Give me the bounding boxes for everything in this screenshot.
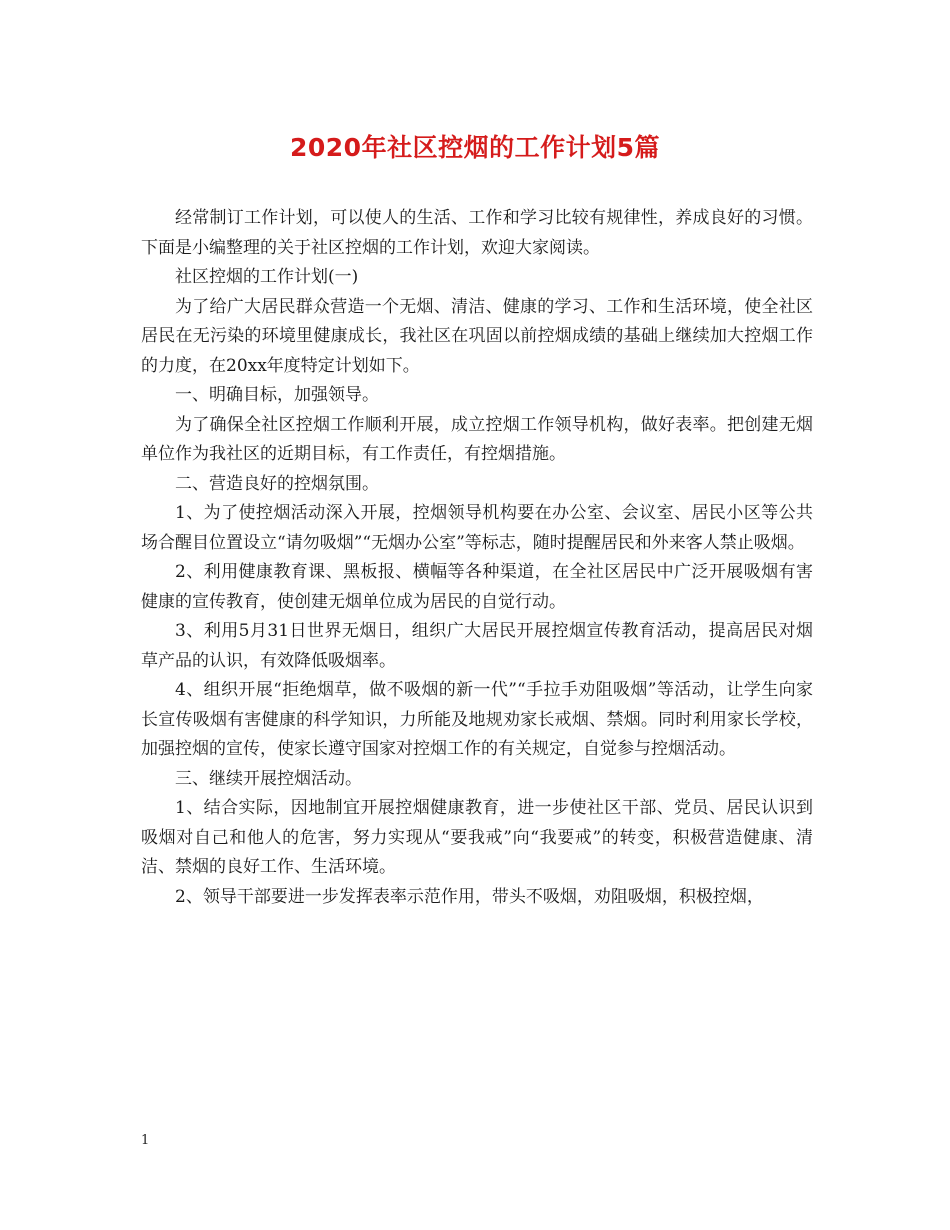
paragraph: 4、组织开展“拒绝烟草，做不吸烟的新一代”“手拉手劝阻吸烟”等活动，让学生向家长宣传吸烟有害健康的科学知识，力所能及地规劝家长戒烟、禁烟。同时利用家长学校，加强控烟的宣传，使家长遵守国家对控烟工作的有关规定，自觉参与控烟活动。 bbox=[141, 680, 813, 759]
paragraph: 为了确保全社区控烟工作顺利开展，成立控烟工作领导机构，做好表率。把创建无烟单位作为我社区的近期目标，有工作责任，有控烟措施。 bbox=[141, 414, 813, 464]
paragraph: 2、利用健康教育课、黑板报、横幅等各种渠道，在全社区居民中广泛开展吸烟有害健康的宣传教育，使创建无烟单位成为居民的自觉行动。 bbox=[141, 562, 813, 612]
section-heading: 三、继续开展控烟活动。 bbox=[175, 768, 362, 789]
paragraph: 为了给广大居民群众营造一个无烟、清洁、健康的学习、工作和生活环境，使全社区居民在无污染的环境里健康成长，我社区在巩固以前控烟成绩的基础上继续加大控烟工作的力度，在20xx年度特定计划如下。 bbox=[141, 296, 813, 376]
paragraph: 1、为了使控烟活动深入开展，控烟领导机构要在办公室、会议室、居民小区等公共场合醒目位置设立“请勿吸烟”“无烟办公室”等标志，随时提醒居民和外来客人禁止吸烟。 bbox=[141, 503, 813, 553]
paragraph: 经常制订工作计划，可以使人的生活、工作和学习比较有规律性，养成良好的习惯。下面是小编整理的关于社区控烟的工作计划，欢迎大家阅读。 bbox=[141, 208, 813, 258]
document-body bbox=[141, 204, 813, 912]
section-heading: 社区控烟的工作计划(一) bbox=[175, 267, 359, 287]
paragraph: 2、领导干部要进一步发挥表率示范作用，带头不吸烟，劝阻吸烟，积极控烟， bbox=[175, 886, 764, 907]
page-number: 1 bbox=[141, 1133, 150, 1148]
section-heading: 二、营造良好的控烟氛围。 bbox=[175, 473, 379, 494]
section-heading: 一、明确目标，加强领导。 bbox=[175, 385, 379, 405]
document-title: 2020年社区控烟的工作计划5篇 bbox=[290, 133, 660, 162]
paragraph: 3、利用5月31日世界无烟日，组织广大居民开展控烟宣传教育活动，提高居民对烟草产品的认识，有效降低吸烟率。 bbox=[141, 621, 813, 671]
paragraph: 1、结合实际，因地制宜开展控烟健康教育，进一步使社区干部、党员、居民认识到吸烟对自己和他人的危害，努力实现从“要我戒”向“我要戒”的转变，积极营造健康、清洁、禁烟的良好工作、生活环境。 bbox=[141, 798, 813, 877]
